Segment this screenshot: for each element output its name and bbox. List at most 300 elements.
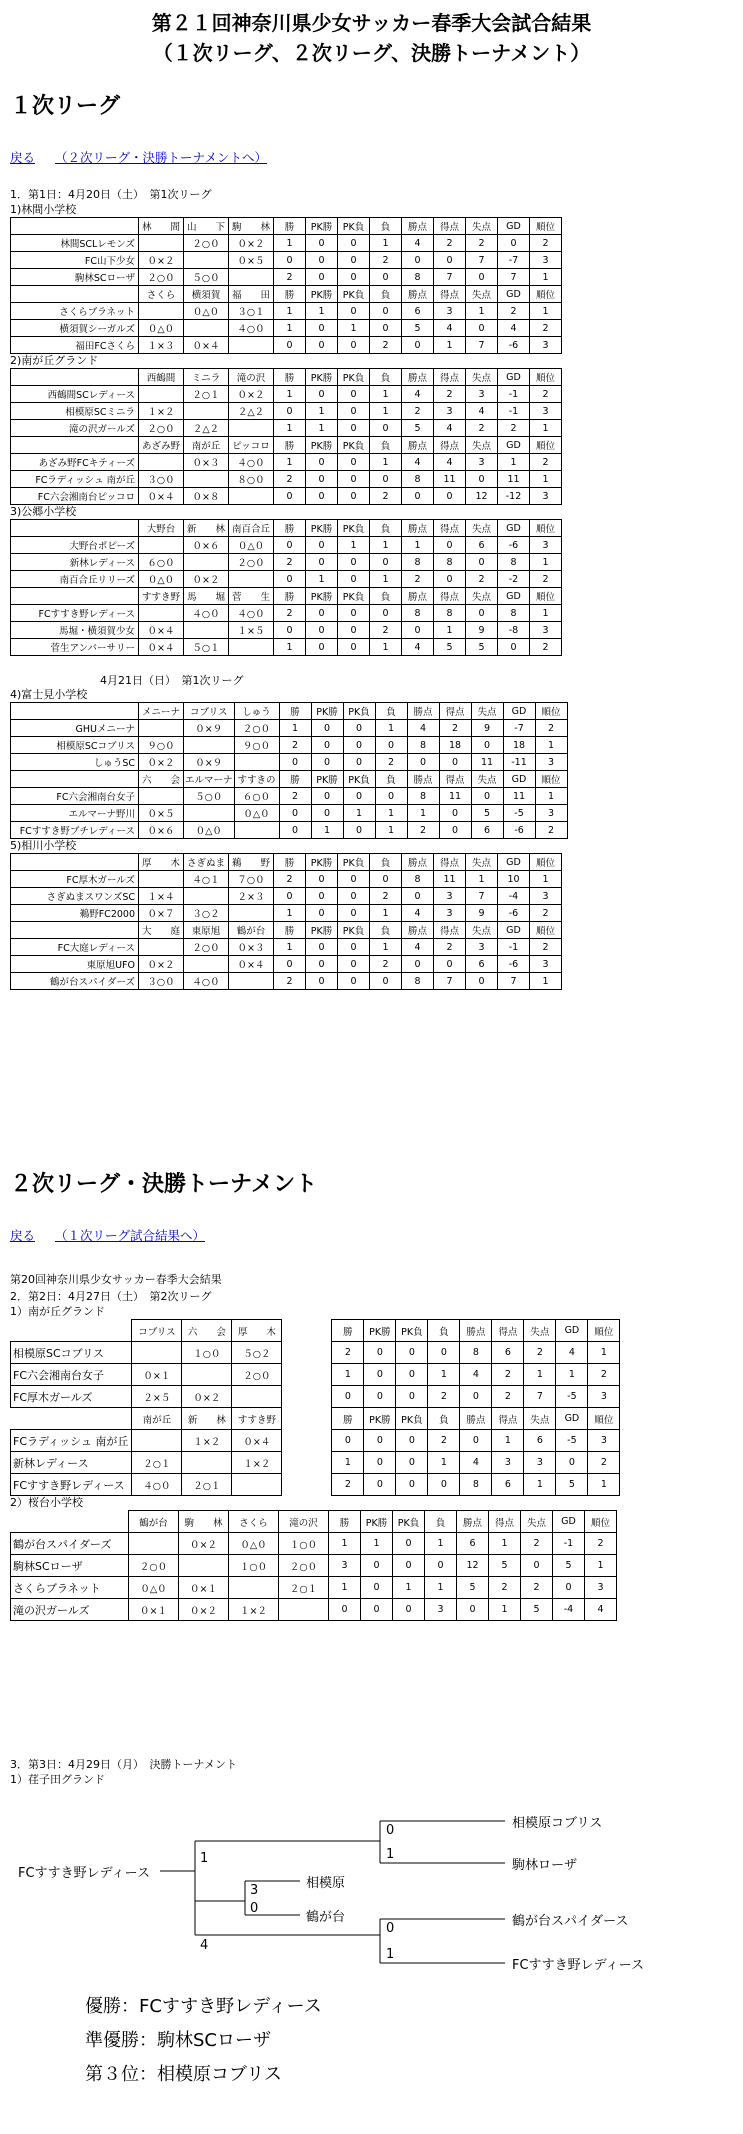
- match-result: ４○０: [184, 605, 229, 622]
- stat-header: PK勝: [364, 1408, 396, 1430]
- stat-header: 負: [370, 218, 402, 235]
- stat-value: 11: [439, 788, 471, 805]
- match-result: ０×２: [182, 1386, 232, 1408]
- stat-value: 2: [588, 1452, 620, 1474]
- stat-header: PK負: [343, 703, 375, 720]
- opponent-header: コブリス: [132, 1320, 182, 1342]
- match-result: ０×９: [184, 720, 235, 737]
- match-result: [229, 905, 274, 922]
- team-name: 鶴が台スパイダーズ: [11, 973, 139, 990]
- stat-value: 1: [274, 420, 306, 437]
- match-result: ３○２: [184, 905, 229, 922]
- stat-value: 0: [521, 1555, 553, 1577]
- stat-value: 3: [466, 386, 498, 403]
- section-second-league: [10, 1170, 317, 1200]
- match-result: ２○０: [184, 235, 229, 252]
- stat-value: 4: [407, 720, 439, 737]
- match-result: [229, 1577, 279, 1599]
- stat-value: 0: [370, 320, 402, 337]
- corner-cell: [11, 922, 139, 939]
- stat-value: 1: [370, 386, 402, 403]
- team-name: さくらブラネット: [11, 303, 139, 320]
- stat-value: 0: [338, 605, 370, 622]
- match-result: ４○０: [184, 973, 229, 990]
- match-result: [234, 754, 279, 771]
- team-name: 滝の沢ガールズ: [11, 1599, 129, 1621]
- stat-header: PK勝: [306, 369, 338, 386]
- stat-value: 1: [524, 1474, 556, 1496]
- stat-header: 得点: [434, 520, 466, 537]
- stat-value: 0: [434, 488, 466, 505]
- table-row: [11, 554, 562, 571]
- table-row: [11, 737, 568, 754]
- stat-value: 0: [439, 754, 471, 771]
- bracket-venue: 1）荏子田グランド: [10, 1773, 105, 1786]
- stat-value: 7: [434, 973, 466, 990]
- stat-value: 0: [393, 1555, 425, 1577]
- stat-header: 勝: [274, 922, 306, 939]
- nav-links: [10, 148, 283, 166]
- stat-header: 勝点: [407, 771, 439, 788]
- team-name: 新林レディース: [11, 1452, 132, 1474]
- stat-value: 2: [530, 454, 562, 471]
- match-result: [139, 871, 184, 888]
- stat-value: 3: [434, 303, 466, 320]
- stat-value: 8: [402, 605, 434, 622]
- match-result: ０×４: [139, 639, 184, 656]
- stat-value: 1: [556, 1364, 588, 1386]
- stat-value: 0: [279, 822, 311, 839]
- venue-name: 1)林間小学校: [10, 203, 77, 216]
- stat-value: 8: [434, 554, 466, 571]
- stat-value: 5: [402, 420, 434, 437]
- match-result: [184, 554, 229, 571]
- stat-value: 8: [460, 1474, 492, 1496]
- stat-value: 3: [434, 403, 466, 420]
- stat-value: 0: [457, 1599, 489, 1621]
- stat-value: 3: [530, 622, 562, 639]
- match-result: １○０: [229, 1555, 279, 1577]
- stat-value: 1: [338, 320, 370, 337]
- stat-value: 0: [471, 737, 503, 754]
- stat-value: 4: [585, 1599, 617, 1621]
- stat-header: PK勝: [311, 771, 343, 788]
- stat-value: 2: [370, 888, 402, 905]
- stat-value: 1: [425, 1533, 457, 1555]
- table-row: [11, 1599, 617, 1621]
- match-result: １×３: [139, 337, 184, 354]
- stat-header: 勝点: [402, 588, 434, 605]
- stat-value: 1: [530, 554, 562, 571]
- table-row: [11, 1577, 617, 1599]
- section-first-league: [10, 92, 120, 122]
- stat-header: GD: [498, 437, 530, 454]
- stat-header: 負: [370, 854, 402, 871]
- stat-header: PK負: [343, 771, 375, 788]
- match-result: ２×５: [132, 1386, 182, 1408]
- match-result: [184, 403, 229, 420]
- champion: 優勝：FCすすき野レディース: [85, 1996, 322, 2017]
- match-result: [234, 822, 279, 839]
- stat-header: 失点: [466, 922, 498, 939]
- stat-header: 負: [428, 1320, 460, 1342]
- table-row: [11, 337, 562, 354]
- team-name: 東原旭UFO: [11, 956, 139, 973]
- match-result: ２○０: [129, 1555, 179, 1577]
- match-result: ０×２: [229, 386, 274, 403]
- stat-header: PK負: [338, 520, 370, 537]
- team-name: 相模原SCコブリス: [11, 1342, 132, 1364]
- stat-value: 3: [535, 805, 567, 822]
- first-league-tables: [10, 203, 568, 990]
- corner-cell: [11, 520, 139, 537]
- stat-value: 0: [338, 871, 370, 888]
- table-row: [11, 720, 568, 737]
- opponent-header: 新 林: [184, 520, 229, 537]
- stat-value: 1: [361, 1533, 393, 1555]
- sub-title: 第20回神奈川県少女サッカー春季大会結果: [10, 1273, 222, 1286]
- stat-value: 7: [434, 269, 466, 286]
- match-result: ２○０: [229, 554, 274, 571]
- stat-value: 2: [370, 337, 402, 354]
- stat-value: 1: [393, 1577, 425, 1599]
- stat-value: 4: [466, 403, 498, 420]
- opponent-header: 駒 林: [229, 218, 274, 235]
- stat-value: 2: [439, 720, 471, 737]
- stat-value: 0: [402, 337, 434, 354]
- stat-header: PK負: [393, 1511, 425, 1533]
- match-result: [182, 1452, 232, 1474]
- match-result: ０×４: [229, 956, 274, 973]
- team-name: 西鶴間SCレディース: [11, 386, 139, 403]
- stat-value: 1: [498, 454, 530, 471]
- stat-value: 1: [530, 303, 562, 320]
- match-result: １×５: [229, 622, 274, 639]
- back-link[interactable]: 戻る: [10, 1228, 36, 1243]
- stat-header: 順位: [530, 520, 562, 537]
- stat-value: 9: [466, 622, 498, 639]
- stat-value: 0: [306, 471, 338, 488]
- table-row: [11, 788, 568, 805]
- team-name: GHUメニーナ: [11, 720, 139, 737]
- empty-cell: [282, 1474, 332, 1496]
- stat-value: 1: [329, 1533, 361, 1555]
- corner-cell: [11, 771, 139, 788]
- team-name: 鵜野FC2000: [11, 905, 139, 922]
- opponent-header: さくら: [229, 1511, 279, 1533]
- stat-header: 勝: [274, 588, 306, 605]
- stat-header: 勝点: [402, 520, 434, 537]
- opponent-header: ミニラ: [184, 369, 229, 386]
- match-result: ０△０: [139, 320, 184, 337]
- stat-value: 6: [457, 1533, 489, 1555]
- stat-value: 3: [524, 1452, 556, 1474]
- stat-value: 1: [530, 471, 562, 488]
- table-row: [11, 252, 562, 269]
- match-result: ５○２: [232, 1342, 282, 1364]
- match-result: ７○０: [229, 871, 274, 888]
- stat-value: -7: [498, 252, 530, 269]
- stat-value: 0: [396, 1342, 428, 1364]
- match-result: ０×１: [132, 1364, 182, 1386]
- stat-header: 順位: [588, 1408, 620, 1430]
- header-row: [11, 437, 562, 454]
- opponent-header: 南が丘: [132, 1408, 182, 1430]
- stat-header: 勝: [279, 703, 311, 720]
- bracket-team-2: 駒林ローザ: [512, 1858, 578, 1873]
- stat-value: 1: [530, 605, 562, 622]
- tournament-bracket: [0, 1805, 743, 2005]
- header-row: [11, 1408, 620, 1430]
- empty-cell: [282, 1364, 332, 1386]
- stat-value: 0: [343, 788, 375, 805]
- stat-value: 2: [332, 1474, 364, 1496]
- stat-value: 0: [306, 488, 338, 505]
- stat-value: 0: [439, 805, 471, 822]
- stat-header: PK勝: [306, 922, 338, 939]
- score-q1-top: 0: [386, 1823, 395, 1838]
- stat-header: 勝: [279, 771, 311, 788]
- stat-value: 1: [274, 639, 306, 656]
- stat-value: 1: [466, 303, 498, 320]
- stat-value: 4: [460, 1364, 492, 1386]
- stat-value: 18: [503, 737, 535, 754]
- stat-header: 得点: [489, 1511, 521, 1533]
- opponent-header: 滝の沢: [279, 1511, 329, 1533]
- stat-value: 0: [471, 788, 503, 805]
- team-name: FC六会湘南台女子: [11, 1364, 132, 1386]
- stat-header: PK勝: [306, 854, 338, 871]
- team-name: 新林レディース: [11, 554, 139, 571]
- match-result: ０×１: [129, 1599, 179, 1621]
- stat-header: 勝: [329, 1511, 361, 1533]
- empty-cell: [282, 1342, 332, 1364]
- match-result: ０×２: [139, 252, 184, 269]
- stat-header: 勝点: [402, 922, 434, 939]
- results-table: [10, 702, 568, 839]
- match-result: ０×４: [139, 488, 184, 505]
- stat-value: 0: [306, 973, 338, 990]
- opponent-header: 厚 木: [139, 854, 184, 871]
- stat-value: 1: [425, 1577, 457, 1599]
- match-result: ０×５: [229, 252, 274, 269]
- team-name: FCすすき野レディース: [11, 605, 139, 622]
- stat-value: -5: [556, 1430, 588, 1452]
- stat-value: 0: [338, 386, 370, 403]
- opponent-header: すすき野: [232, 1408, 282, 1430]
- match-result: [229, 571, 274, 588]
- team-name: FCすすき野ブチレディース: [11, 822, 139, 839]
- stat-value: 4: [434, 454, 466, 471]
- team-name: 相模原SCコブリス: [11, 737, 139, 754]
- stat-header: 失点: [466, 588, 498, 605]
- venue-name: 1）南が丘グランド: [10, 1305, 105, 1318]
- match-result: ０△０: [229, 537, 274, 554]
- stat-value: 0: [434, 537, 466, 554]
- stat-value: 0: [306, 386, 338, 403]
- stat-value: 1: [530, 871, 562, 888]
- team-name: 横須賀シーガルズ: [11, 320, 139, 337]
- opponent-header: 南が丘: [184, 437, 229, 454]
- stat-value: 0: [402, 622, 434, 639]
- stat-value: 1: [530, 973, 562, 990]
- sf-team-top: 相模原: [306, 1876, 346, 1891]
- opponent-header: 鵜 野: [229, 854, 274, 871]
- stat-value: 7: [466, 337, 498, 354]
- stat-value: 2: [279, 737, 311, 754]
- match-result: ０×６: [139, 822, 184, 839]
- bracket-lines: [0, 1805, 743, 2005]
- bracket-team-3: 鶴が台スパイダース: [512, 1914, 629, 1929]
- to-first-link[interactable]: （１次リーグ試合結果へ）: [55, 1228, 206, 1243]
- stat-value: 2: [492, 1364, 524, 1386]
- stat-value: 2: [498, 303, 530, 320]
- stat-header: 勝: [274, 437, 306, 454]
- match-result: ２○０: [184, 939, 229, 956]
- opponent-header: 大野台: [139, 520, 184, 537]
- stat-value: 1: [489, 1599, 521, 1621]
- opponent-header: すすきの: [234, 771, 279, 788]
- stat-value: 0: [402, 956, 434, 973]
- stat-value: 0: [553, 1577, 585, 1599]
- stat-value: 0: [466, 973, 498, 990]
- stat-value: 2: [332, 1342, 364, 1364]
- stat-value: 5: [489, 1555, 521, 1577]
- match-result: ０△０: [184, 822, 235, 839]
- stat-header: PK勝: [311, 703, 343, 720]
- stat-value: 0: [274, 488, 306, 505]
- opponent-header: しゅう: [234, 703, 279, 720]
- team-name: FCラディッシュ 南が丘: [11, 471, 139, 488]
- team-name: FC大庭レディース: [11, 939, 139, 956]
- stat-value: 0: [498, 639, 530, 656]
- stat-header: GD: [498, 218, 530, 235]
- bracket-team-4: FCすすき野レディース: [512, 1958, 644, 1973]
- stat-value: 2: [498, 420, 530, 437]
- match-result: ２○０: [139, 420, 184, 437]
- score-sf-bottom: 0: [250, 1901, 259, 1916]
- stat-value: 5: [434, 639, 466, 656]
- stat-value: 11: [434, 471, 466, 488]
- stat-value: 1: [428, 1452, 460, 1474]
- stat-value: -4: [553, 1599, 585, 1621]
- team-name: FC厚木ガールズ: [11, 1386, 132, 1408]
- stat-value: 6: [466, 537, 498, 554]
- header-row: [11, 286, 562, 303]
- corner-cell: [11, 286, 139, 303]
- stat-value: 0: [306, 871, 338, 888]
- venue-block: [10, 688, 568, 839]
- venue-block: [10, 354, 568, 505]
- score-final-top: 1: [200, 1851, 209, 1866]
- team-name: 鶴が台スパイダーズ: [11, 1533, 129, 1555]
- to-second-link[interactable]: （２次リーグ・決勝トーナメントへ）: [55, 150, 268, 165]
- stat-value: 1: [428, 1364, 460, 1386]
- header-row: [11, 588, 562, 605]
- opponent-header: 厚 木: [232, 1320, 282, 1342]
- stat-value: 0: [338, 905, 370, 922]
- stat-value: 2: [521, 1533, 553, 1555]
- opponent-header: コブリス: [184, 703, 235, 720]
- stat-header: GD: [498, 369, 530, 386]
- opponent-header: 鶴が台: [129, 1511, 179, 1533]
- stat-header: 順位: [530, 922, 562, 939]
- match-result: [232, 1386, 282, 1408]
- team-name: 大野台ポピーズ: [11, 537, 139, 554]
- stat-value: 2: [279, 788, 311, 805]
- stat-value: 2: [428, 1430, 460, 1452]
- day3-heading: 3．第3日：4月29日（月） 決勝トーナメント: [10, 1758, 238, 1771]
- match-result: [184, 737, 235, 754]
- match-result: ０×３: [184, 454, 229, 471]
- stat-header: 順位: [535, 703, 567, 720]
- stat-value: 1: [311, 822, 343, 839]
- bracket-left-team: FCすすき野レディース: [18, 1866, 150, 1881]
- stat-value: 1: [274, 235, 306, 252]
- stat-value: 2: [274, 269, 306, 286]
- corner-cell: [11, 369, 139, 386]
- stat-value: 0: [370, 554, 402, 571]
- stat-value: 0: [466, 269, 498, 286]
- opponent-header: すすき野: [139, 588, 184, 605]
- table-row: [11, 320, 562, 337]
- team-name: FCすすき野レディース: [11, 1474, 132, 1496]
- stat-value: 0: [274, 622, 306, 639]
- stat-value: 1: [588, 1342, 620, 1364]
- match-result: [182, 1364, 232, 1386]
- stat-header: GD: [503, 771, 535, 788]
- stat-value: 0: [338, 471, 370, 488]
- stat-value: 0: [306, 337, 338, 354]
- header-row: [11, 369, 562, 386]
- back-link[interactable]: 戻る: [10, 150, 36, 165]
- stat-value: 4: [402, 905, 434, 922]
- team-name: FCラディッシュ 南が丘: [11, 1430, 132, 1452]
- stat-header: 得点: [434, 854, 466, 871]
- stat-value: 2: [585, 1533, 617, 1555]
- stat-value: 1: [402, 537, 434, 554]
- stat-value: -1: [498, 386, 530, 403]
- stat-header: 失点: [524, 1408, 556, 1430]
- match-result: １○０: [279, 1533, 329, 1555]
- stat-value: 4: [402, 939, 434, 956]
- team-name: FC六会湘南台女子: [11, 788, 139, 805]
- stat-value: 8: [460, 1342, 492, 1364]
- stat-header: 勝点: [402, 437, 434, 454]
- stat-value: 2: [489, 1577, 521, 1599]
- stat-header: 順位: [530, 218, 562, 235]
- header-row: [11, 1511, 617, 1533]
- stat-value: 0: [396, 1430, 428, 1452]
- opponent-header: あざみ野: [139, 437, 184, 454]
- stat-value: 1: [306, 571, 338, 588]
- stat-header: PK勝: [364, 1320, 396, 1342]
- corner-cell: [11, 588, 139, 605]
- stat-value: 0: [274, 571, 306, 588]
- table-row: [11, 754, 568, 771]
- stat-header: 負: [370, 286, 402, 303]
- stat-value: 0: [466, 554, 498, 571]
- team-name: FC厚木ガールズ: [11, 871, 139, 888]
- match-result: [232, 1474, 282, 1496]
- stat-value: 1: [530, 420, 562, 437]
- match-result: ０×４: [139, 622, 184, 639]
- stat-header: PK負: [338, 218, 370, 235]
- stat-value: 0: [274, 956, 306, 973]
- match-result: ９○０: [139, 737, 184, 754]
- stat-value: 6: [471, 822, 503, 839]
- match-result: ２○１: [184, 386, 229, 403]
